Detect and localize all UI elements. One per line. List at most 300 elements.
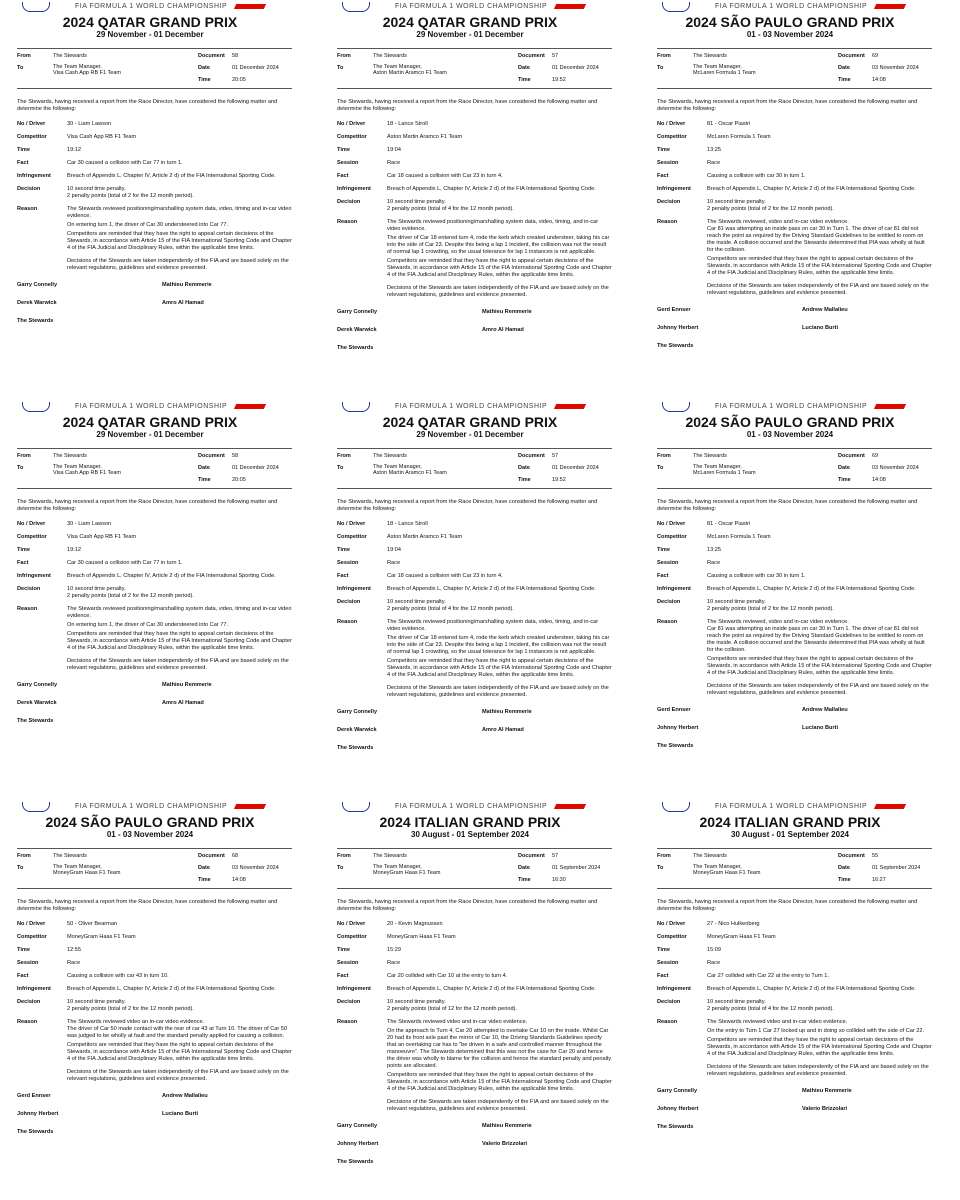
f1-logo-icon <box>554 4 586 9</box>
document-number: 69 <box>872 453 879 459</box>
reason-paragraph: The Stewards reviewed video and in-car video evidence. <box>707 1019 848 1025</box>
decision-row <box>17 586 292 600</box>
competitor-row-value: MoneyGram Haas F1 Team <box>387 934 456 940</box>
driver-row-value: 27 - Nico Hulkenberg <box>707 921 760 927</box>
stewards-caption: The Stewards <box>17 318 54 324</box>
intro-text: The Stewards, having received a report from the Race Director, have considered the following matter and determine the following: <box>337 499 598 512</box>
time-row <box>657 547 932 554</box>
driver-row <box>657 921 932 928</box>
reason-row-label: Reason <box>17 1019 38 1025</box>
reason-paragraph: Decisions of the Stewards are taken independently of the FIA and are based solely on the relevant regulations, guidelines and evidence presented. <box>707 283 929 296</box>
driver-row-value: 30 - Liam Lawson <box>67 121 112 127</box>
infringement-row <box>657 186 932 193</box>
steward-name: Garry Connelly <box>17 682 58 688</box>
championship-label: FIA FORMULA 1 WORLD CHAMPIONSHIP <box>715 403 868 410</box>
steward-name: Johnny Herbert <box>657 1106 699 1112</box>
fact-row-label: Fact <box>657 573 669 579</box>
from-label: From <box>17 853 31 859</box>
fia-logo-icon <box>662 2 690 12</box>
steward-name: Johnny Herbert <box>337 1141 379 1147</box>
session-row-value: Race <box>387 960 401 966</box>
stewards-caption: The Stewards <box>337 745 374 751</box>
driver-row-value: 50 - Oliver Bearman <box>67 921 118 927</box>
fact-row <box>657 173 932 180</box>
decision-row <box>657 199 932 213</box>
reason-paragraph: On entering turn 1, the driver of Car 30 understeered into Car 77. <box>67 622 229 628</box>
steward-decision-document <box>320 800 620 1186</box>
steward-name: Mathieu Remmerie <box>162 682 212 688</box>
time-row <box>337 947 612 954</box>
steward-decision-document <box>0 800 300 1186</box>
document-number: 69 <box>872 53 879 59</box>
fact-row-label: Fact <box>337 573 349 579</box>
to-label: To <box>337 865 344 871</box>
steward-name: Derek Warwick <box>17 700 57 706</box>
date-value: 01 September 2024 <box>552 865 601 871</box>
fia-logo-icon <box>22 2 50 12</box>
event-title: 2024 SÃO PAULO GRAND PRIX <box>45 814 255 830</box>
competitor-row-value: McLaren Formula 1 Team <box>707 134 771 140</box>
time-row <box>17 547 292 554</box>
steward-name: Johnny Herbert <box>657 725 699 731</box>
reason-row <box>657 619 932 697</box>
driver-row <box>657 121 932 128</box>
fact-row-label: Fact <box>17 560 29 566</box>
time-row-value: 19:12 <box>67 547 81 553</box>
time-meta-label: Time <box>838 77 851 83</box>
driver-row-label: No / Driver <box>337 521 366 527</box>
session-row <box>337 560 612 567</box>
document-meta <box>337 48 612 89</box>
fia-logo-icon <box>22 802 50 812</box>
fact-row <box>337 173 612 180</box>
decision-row-label: Decision <box>17 586 41 592</box>
time-meta-label: Time <box>518 477 531 483</box>
from-label: From <box>657 453 671 459</box>
date-label: Date <box>198 865 210 871</box>
f1-logo-icon <box>874 4 906 9</box>
decision-row <box>17 186 292 200</box>
f1-logo-icon <box>554 804 586 809</box>
steward-name: Gerd Ennser <box>657 307 691 313</box>
steward-name: Garry Connelly <box>657 1088 698 1094</box>
time-meta-value: 20:05 <box>232 77 246 83</box>
championship-label: FIA FORMULA 1 WORLD CHAMPIONSHIP <box>395 3 548 10</box>
competitor-row <box>17 134 292 141</box>
reason-row-label: Reason <box>337 619 358 625</box>
competitor-row-label: Competitor <box>657 934 687 940</box>
decision-body <box>0 121 300 272</box>
to-label: To <box>17 465 24 471</box>
document-label: Document <box>838 53 865 59</box>
time-row-label: Time <box>337 547 350 553</box>
time-row <box>657 147 932 154</box>
session-row-value: Race <box>387 560 401 566</box>
event-title: 2024 ITALIAN GRAND PRIX <box>379 814 561 830</box>
from-label: From <box>657 853 671 859</box>
session-row-label: Session <box>657 960 679 966</box>
document-number: 58 <box>232 453 239 459</box>
championship-label: FIA FORMULA 1 WORLD CHAMPIONSHIP <box>75 403 228 410</box>
reason-paragraph: The Stewards reviewed, video and in-car video evidence. Car 81 was attempting an inside pass on car 30 in Turn 1. The driver of car 81 did not reach the point as required by the Driving Standard Guidelines to be entitled to room on the inside. A collision occurred and the Stewards determined that PIA was wholly at fault for the collision. <box>707 219 925 253</box>
reason-row-label: Reason <box>17 606 38 612</box>
steward-name: Mathieu Remmerie <box>482 309 532 315</box>
fact-row-value: Car 30 caused a collision with Car 77 in turn 1. <box>67 160 183 166</box>
infringement-row <box>17 173 292 180</box>
intro-text: The Stewards, having received a report from the Race Director, have considered the following matter and determine the following: <box>657 899 918 912</box>
stewards-signatures <box>657 307 940 367</box>
reason-row-value <box>707 219 932 297</box>
document-label: Document <box>198 53 225 59</box>
time-row-value: 15:09 <box>707 947 721 953</box>
decision-row <box>657 599 932 613</box>
document-number: 57 <box>552 453 559 459</box>
steward-name: Johnny Herbert <box>657 325 699 331</box>
event-title: 2024 SÃO PAULO GRAND PRIX <box>685 414 895 430</box>
driver-row <box>17 521 292 528</box>
competitor-row <box>657 134 932 141</box>
driver-row-label: No / Driver <box>337 121 366 127</box>
reason-row-value <box>67 606 292 672</box>
reason-paragraph: The Stewards reviewed positioning/marshalling system data, video, timing, and in-car video evidence. <box>387 219 599 232</box>
infringement-row-label: Infringement <box>657 986 691 992</box>
infringement-row-label: Infringement <box>17 986 51 992</box>
document-header <box>320 800 620 814</box>
from-value: The Stewards <box>373 853 407 859</box>
session-row-value: Race <box>387 160 401 166</box>
decision-row-value: 10 second time penalty. 2 penalty points (total of 2 for the 12 month period). <box>707 199 834 212</box>
driver-row <box>17 921 292 928</box>
infringement-row-value: Breach of Appendix L, Chapter IV, Article 2 d) of the FIA International Sporting Code. <box>67 986 276 992</box>
reason-paragraph: The Stewards reviewed video and in-car video evidence. <box>387 1019 528 1025</box>
infringement-row-label: Infringement <box>337 986 371 992</box>
date-value: 01 December 2024 <box>232 465 279 471</box>
steward-name: Gerd Ennser <box>17 1093 51 1099</box>
event-title: 2024 QATAR GRAND PRIX <box>382 414 558 430</box>
time-meta-value: 19:52 <box>552 477 566 483</box>
driver-row <box>17 121 292 128</box>
date-label: Date <box>518 65 530 71</box>
event-title: 2024 QATAR GRAND PRIX <box>62 414 238 430</box>
to-value: The Team Manager, MoneyGram Haas F1 Team <box>53 864 121 876</box>
date-value: 01 December 2024 <box>552 465 599 471</box>
reason-row-value <box>67 206 292 272</box>
steward-name: Johnny Herbert <box>17 1111 59 1117</box>
time-meta-label: Time <box>838 877 851 883</box>
decision-row-value: 10 second time penalty. 2 penalty points (total of 2 for the 12 month period). <box>67 586 194 599</box>
date-label: Date <box>838 865 850 871</box>
document-header <box>640 0 940 14</box>
time-row-label: Time <box>17 947 30 953</box>
infringement-row-value: Breach of Appendix L, Chapter IV, Article 2 d) of the FIA International Sporting Code. <box>707 586 916 592</box>
stewards-signatures <box>337 709 620 769</box>
intro-text: The Stewards, having received a report from the Race Director, have considered the following matter and determine the following: <box>17 899 278 912</box>
fact-row <box>17 560 292 567</box>
championship-label: FIA FORMULA 1 WORLD CHAMPIONSHIP <box>75 803 228 810</box>
date-label: Date <box>198 65 210 71</box>
document-meta <box>337 448 612 489</box>
stewards-signatures <box>337 309 620 369</box>
session-row-label: Session <box>657 160 679 166</box>
driver-row-value: 30 - Liam Lawson <box>67 521 112 527</box>
document-label: Document <box>518 853 545 859</box>
fact-row-label: Fact <box>337 173 349 179</box>
intro-text: The Stewards, having received a report from the Race Director, have considered the following matter and determine the following: <box>657 499 918 512</box>
to-value: The Team Manager, McLaren Formula 1 Team <box>693 64 756 76</box>
reason-row-value <box>67 1019 292 1083</box>
fact-row-value: Car 30 caused a collision with Car 77 in turn 1. <box>67 560 183 566</box>
from-value: The Stewards <box>53 853 87 859</box>
reason-row-label: Reason <box>337 219 358 225</box>
time-row <box>657 947 932 954</box>
to-value: The Team Manager, Visa Cash App RB F1 Team <box>53 64 121 76</box>
stewards-signatures <box>337 1123 620 1183</box>
fia-logo-icon <box>662 402 690 412</box>
time-meta-label: Time <box>518 877 531 883</box>
infringement-row-value: Breach of Appendix L, Chapter IV, Article 2 d) of the FIA International Sporting Code. <box>67 573 276 579</box>
steward-name: Luciano Burti <box>802 325 839 331</box>
decision-row-value: 10 second time penalty. 2 penalty points (total of 4 for the 12 month period). <box>707 999 834 1012</box>
fact-row <box>17 973 292 980</box>
driver-row-value: 18 - Lance Stroll <box>387 121 428 127</box>
infringement-row <box>337 586 612 593</box>
decision-row <box>337 999 612 1013</box>
time-row-label: Time <box>657 547 670 553</box>
date-value: 01 December 2024 <box>552 65 599 71</box>
document-meta <box>657 448 932 489</box>
reason-paragraph: The driver of Car 18 entered turn 4, rode the kerb which created understeer, taking his car into the side of Car 23. Despite this being a lap 1 incident, the collision was not the result of normal lap 1 crowding, so the usual tolerance for lap 1 instances is not applicable. <box>387 635 610 655</box>
document-header <box>0 400 300 414</box>
reason-paragraph: The Stewards reviewed positioning/marshalling system data, video, timing and in-car video evidence. <box>67 206 292 219</box>
infringement-row <box>17 986 292 993</box>
reason-paragraph: Competitors are reminded that they have the right to appeal certain decisions of the Stewards, in accordance with Article 15 of the FIA International Sporting Code and Chapter 4 of the FIA Judicial and Disciplinary Rules, within the applicable time limits. <box>707 656 932 676</box>
steward-name: Valerio Brizzolari <box>802 1106 848 1112</box>
steward-name: Mathieu Remmerie <box>802 1088 852 1094</box>
session-row <box>337 960 612 967</box>
infringement-row-label: Infringement <box>337 586 371 592</box>
infringement-row-value: Breach of Appendix L, Chapter IV, Article 2 d) of the FIA International Sporting Code. <box>707 186 916 192</box>
decision-row <box>337 599 612 613</box>
decision-row-value: 10 second time penalty. 2 penalty points (total of 12 for the 12 month period). <box>387 999 517 1012</box>
document-meta <box>17 48 292 89</box>
reason-row-value <box>707 619 932 697</box>
time-meta-label: Time <box>198 877 211 883</box>
decision-body <box>0 921 300 1083</box>
infringement-row <box>337 186 612 193</box>
reason-paragraph: Competitors are reminded that they have the right to appeal certain decisions of the Stewards, in accordance with Article 15 of the FIA International Sporting Code and Chapter 4 of the FIA Judicial and Disciplinary Rules, within the applicable time limits. <box>707 256 932 276</box>
steward-name: Garry Connelly <box>337 709 378 715</box>
to-value: The Team Manager, McLaren Formula 1 Team <box>693 464 756 476</box>
date-value: 01 September 2024 <box>872 865 921 871</box>
time-meta-label: Time <box>838 477 851 483</box>
steward-name: Garry Connelly <box>337 309 378 315</box>
reason-paragraph: Competitors are reminded that they have the right to appeal certain decisions of the Stewards, in accordance with Article 15 of the FIA International Sporting Code and Chapter 4 of the FIA Judicial and Disciplinary Rules, within the applicable time limits. <box>387 1072 612 1092</box>
decision-row-label: Decision <box>17 999 41 1005</box>
document-meta <box>17 848 292 889</box>
decision-row <box>337 199 612 213</box>
steward-name: Andrew Mallalieu <box>802 307 848 313</box>
document-header <box>0 800 300 814</box>
reason-row-value <box>387 219 612 299</box>
reason-paragraph: The Stewards reviewed video an in-car video evidence. The driver of Car 50 made contact with the rear of car 43 at Turn 10. The driver of Car 50 was judged to be wholly at fault and the standard penalty applied for causing a collision. <box>67 1019 288 1039</box>
reason-row <box>17 206 292 272</box>
competitor-row-value: Visa Cash App RB F1 Team <box>67 134 137 140</box>
date-value: 01 December 2024 <box>232 65 279 71</box>
reason-paragraph: Decisions of the Stewards are taken independently of the FIA and are based solely on the relevant regulations, guidelines and evidence presented. <box>387 285 609 298</box>
document-number: 68 <box>232 853 239 859</box>
fact-row-value: Car 27 collided with Car 22 at the entry to Turn 1. <box>707 973 829 979</box>
stewards-signatures <box>657 707 940 767</box>
time-row-value: 15:29 <box>387 947 401 953</box>
fact-row-value: Car 18 caused a collision with Car 23 in turn 4. <box>387 573 503 579</box>
to-label: To <box>657 65 664 71</box>
steward-name: Amro Al Hamad <box>162 300 204 306</box>
time-meta-value: 14:08 <box>232 877 246 883</box>
fact-row-label: Fact <box>657 173 669 179</box>
from-value: The Stewards <box>693 53 727 59</box>
session-row-label: Session <box>657 560 679 566</box>
time-meta-value: 16:27 <box>872 877 886 883</box>
to-value: The Team Manager, MoneyGram Haas F1 Team <box>693 864 761 876</box>
time-meta-label: Time <box>198 477 211 483</box>
time-row-label: Time <box>337 147 350 153</box>
from-label: From <box>337 53 351 59</box>
reason-paragraph: On the approach to Turn 4, Car 20 attempted to overtake Car 10 on the inside. Whilst Car 20 had its front axle past the mirror of Car 10, the Driving Standards Guidelines specify that an overtaking car has to "be driven in a safe and controlled manner throughout the manoeuvre". The Stewards determined that this was not the case for Car 20 and hence the driver was wholly to blame for the collision and hence the standard penalty and penalty points are allocated. <box>387 1028 612 1069</box>
driver-row-value: 81 - Oscar Piastri <box>707 121 751 127</box>
driver-row <box>337 121 612 128</box>
date-label: Date <box>838 65 850 71</box>
time-row <box>337 147 612 154</box>
time-meta-label: Time <box>518 77 531 83</box>
document-label: Document <box>198 853 225 859</box>
championship-label: FIA FORMULA 1 WORLD CHAMPIONSHIP <box>75 3 228 10</box>
steward-name: Andrew Mallalieu <box>802 707 848 713</box>
driver-row-value: 18 - Lance Stroll <box>387 521 428 527</box>
event-title: 2024 QATAR GRAND PRIX <box>382 14 558 30</box>
session-row-label: Session <box>337 160 359 166</box>
from-value: The Stewards <box>373 53 407 59</box>
document-label: Document <box>518 453 545 459</box>
competitor-row-value: McLaren Formula 1 Team <box>707 534 771 540</box>
reason-row-value <box>707 1019 932 1078</box>
decision-row-value: 10 second time penalty. 2 penalty points (total of 2 for the 12 month period). <box>707 599 834 612</box>
stewards-caption: The Stewards <box>337 345 374 351</box>
time-row-label: Time <box>17 547 30 553</box>
decision-body <box>0 521 300 672</box>
reason-row-label: Reason <box>657 1019 678 1025</box>
championship-label: FIA FORMULA 1 WORLD CHAMPIONSHIP <box>715 803 868 810</box>
to-label: To <box>17 865 24 871</box>
date-value: 03 November 2024 <box>232 865 279 871</box>
time-meta-value: 14:08 <box>872 477 886 483</box>
fact-row-value: Causing a collision with car 43 in turn 10. <box>67 973 169 979</box>
time-row-value: 19:12 <box>67 147 81 153</box>
session-row <box>337 160 612 167</box>
time-row-value: 12:55 <box>67 947 81 953</box>
to-label: To <box>337 65 344 71</box>
stewards-caption: The Stewards <box>657 343 694 349</box>
time-meta-value: 14:08 <box>872 77 886 83</box>
steward-decision-document <box>0 0 300 386</box>
infringement-row <box>657 986 932 993</box>
reason-row-label: Reason <box>17 206 38 212</box>
date-label: Date <box>838 465 850 471</box>
decision-row <box>657 999 932 1013</box>
reason-paragraph: Decisions of the Stewards are taken independently of the FIA and are based solely on the relevant regulations, guidelines and evidence presented. <box>67 1069 289 1082</box>
reason-paragraph: The Stewards reviewed, video and in-car video evidence. Car 81 was attempting an inside pass on car 30 in Turn 1. The driver of car 81 did not reach the point as required by the Driving Standard Guidelines to be entitled to room on the inside. A collision occurred and the Stewards determined that PIA was wholly at fault for the collision. <box>707 619 925 653</box>
fact-row-label: Fact <box>17 973 29 979</box>
championship-label: FIA FORMULA 1 WORLD CHAMPIONSHIP <box>715 3 868 10</box>
from-value: The Stewards <box>53 53 87 59</box>
time-row-label: Time <box>337 947 350 953</box>
competitor-row-value: Aston Martin Aramco F1 Team <box>387 534 463 540</box>
steward-name: Valerio Brizzolari <box>482 1141 528 1147</box>
competitor-row-value: MoneyGram Haas F1 Team <box>67 934 136 940</box>
fact-row-label: Fact <box>17 160 29 166</box>
competitor-row-label: Competitor <box>657 534 687 540</box>
event-title: 2024 QATAR GRAND PRIX <box>62 14 238 30</box>
reason-row-label: Reason <box>657 219 678 225</box>
intro-text: The Stewards, having received a report from the Race Director, have considered the following matter and determine the following: <box>337 899 598 912</box>
time-meta-value: 19:52 <box>552 77 566 83</box>
reason-row <box>337 1019 612 1113</box>
infringement-row-value: Breach of Appendix L, Chapter IV, Article 2 d) of the FIA International Sporting Code. <box>387 186 596 192</box>
decision-row-value: 10 second time penalty. 2 penalty points (total of 4 for the 12 month period). <box>387 599 514 612</box>
fia-logo-icon <box>342 802 370 812</box>
infringement-row <box>337 986 612 993</box>
decision-row-value: 10 second time penalty. 2 penalty points (total of 2 for the 12 month period). <box>67 999 194 1012</box>
steward-name: Derek Warwick <box>337 327 377 333</box>
decision-body <box>320 121 620 299</box>
steward-decision-document <box>640 400 940 786</box>
steward-name: Amro Al Hamad <box>482 727 524 733</box>
infringement-row-label: Infringement <box>17 173 51 179</box>
event-dates: 29 November - 01 December <box>416 430 524 439</box>
driver-row-value: 81 - Oscar Piastri <box>707 521 751 527</box>
stewards-caption: The Stewards <box>17 1129 54 1135</box>
fact-row-label: Fact <box>337 973 349 979</box>
infringement-row <box>657 586 932 593</box>
reason-row-value <box>387 619 612 699</box>
competitor-row-label: Competitor <box>337 534 367 540</box>
competitor-row-label: Competitor <box>17 134 47 140</box>
decision-body <box>640 121 940 297</box>
reason-paragraph: The driver of Car 18 entered turn 4, rode the kerb which created understeer, taking his car into the side of Car 23. Despite this being a lap 1 incident, the collision was not the result of normal lap 1 crowding, so the usual tolerance for lap 1 instances is not applicable. <box>387 235 610 255</box>
infringement-row-value: Breach of Appendix L, Chapter IV, Article 2 d) of the FIA International Sporting Code. <box>387 586 596 592</box>
decision-body <box>320 921 620 1113</box>
stewards-signatures <box>17 682 300 742</box>
competitor-row-label: Competitor <box>17 534 47 540</box>
stewards-caption: The Stewards <box>657 743 694 749</box>
session-row <box>17 960 292 967</box>
stewards-signatures <box>657 1088 940 1148</box>
driver-row-label: No / Driver <box>337 921 366 927</box>
championship-label: FIA FORMULA 1 WORLD CHAMPIONSHIP <box>395 403 548 410</box>
steward-name: Mathieu Remmerie <box>482 709 532 715</box>
reason-row <box>657 219 932 297</box>
reason-row <box>17 1019 292 1083</box>
competitor-row <box>17 934 292 941</box>
stewards-signatures <box>17 282 300 342</box>
stewards-caption: The Stewards <box>337 1159 374 1165</box>
session-row-value: Race <box>67 960 81 966</box>
decision-row-label: Decision <box>657 599 681 605</box>
infringement-row-value: Breach of Appendix L, Chapter IV, Article 2 d) of the FIA International Sporting Code. <box>387 986 596 992</box>
fact-row <box>17 160 292 167</box>
event-title: 2024 ITALIAN GRAND PRIX <box>699 814 881 830</box>
decision-row-label: Decision <box>337 199 361 205</box>
steward-decision-document <box>640 0 940 386</box>
